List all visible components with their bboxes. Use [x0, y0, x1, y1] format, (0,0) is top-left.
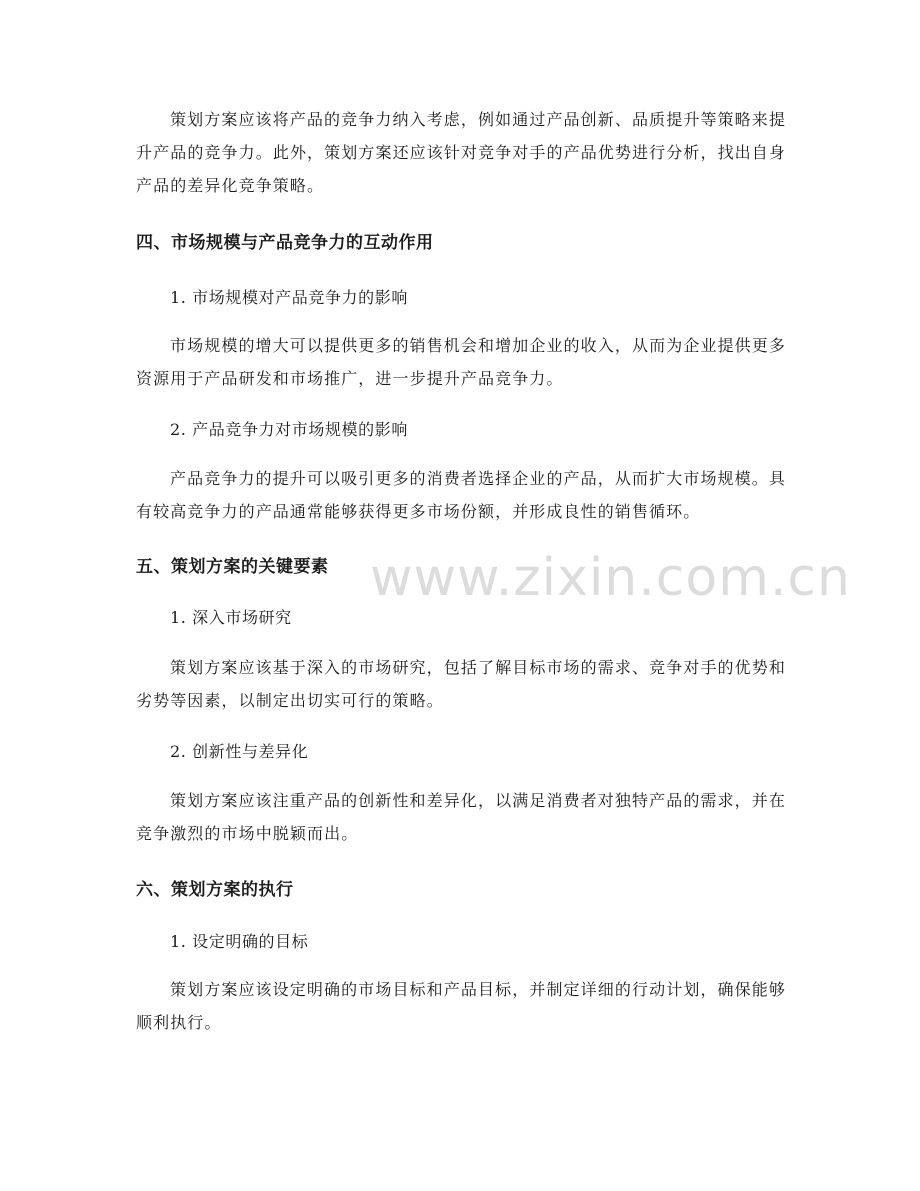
section-heading-6: 六、策划方案的执行	[136, 880, 294, 900]
subheading-6-1: 1. 设定明确的目标	[170, 932, 309, 951]
paragraph-6-1: 策划方案应该设定明确的市场目标和产品目标，并制定详细的行动计划，确保能够顺利执行。	[136, 980, 786, 1032]
subheading-4-2: 2. 产品竞争力对市场规模的影响	[170, 420, 408, 439]
paragraph-5-1: 策划方案应该基于深入的市场研究，包括了解目标市场的需求、竞争对手的优势和劣势等因素，以制定出切实可行的策略。	[136, 658, 786, 710]
paragraph-competitiveness: 策划方案应该将产品的竞争力纳入考虑，例如通过产品创新、品质提升等策略来提升产品的竞争力。此外，策划方案还应该针对竞争对手的产品优势进行分析，找出自身产品的差异化竞争策略。	[136, 110, 786, 195]
paragraph-5-2: 策划方案应该注重产品的创新性和差异化，以满足消费者对独特产品的需求，并在竞争激烈的市场中脱颖而出。	[136, 791, 786, 843]
subheading-4-1: 1. 市场规模对产品竞争力的影响	[170, 288, 408, 307]
watermark-text: www.zixin.com.cn	[370, 548, 851, 608]
subheading-5-2: 2. 创新性与差异化	[170, 742, 309, 761]
paragraph-4-2: 产品竞争力的提升可以吸引更多的消费者选择企业的产品，从而扩大市场规模。具有较高竞争力的产品通常能够获得更多市场份额，并形成良性的销售循环。	[136, 469, 786, 521]
paragraph-4-1: 市场规模的增大可以提供更多的销售机会和增加企业的收入，从而为企业提供更多资源用于产品研发和市场推广，进一步提升产品竞争力。	[136, 336, 786, 388]
section-heading-5: 五、策划方案的关键要素	[136, 557, 329, 577]
section-heading-4: 四、市场规模与产品竞争力的互动作用	[136, 233, 434, 253]
subheading-5-1: 1. 深入市场研究	[170, 608, 292, 627]
